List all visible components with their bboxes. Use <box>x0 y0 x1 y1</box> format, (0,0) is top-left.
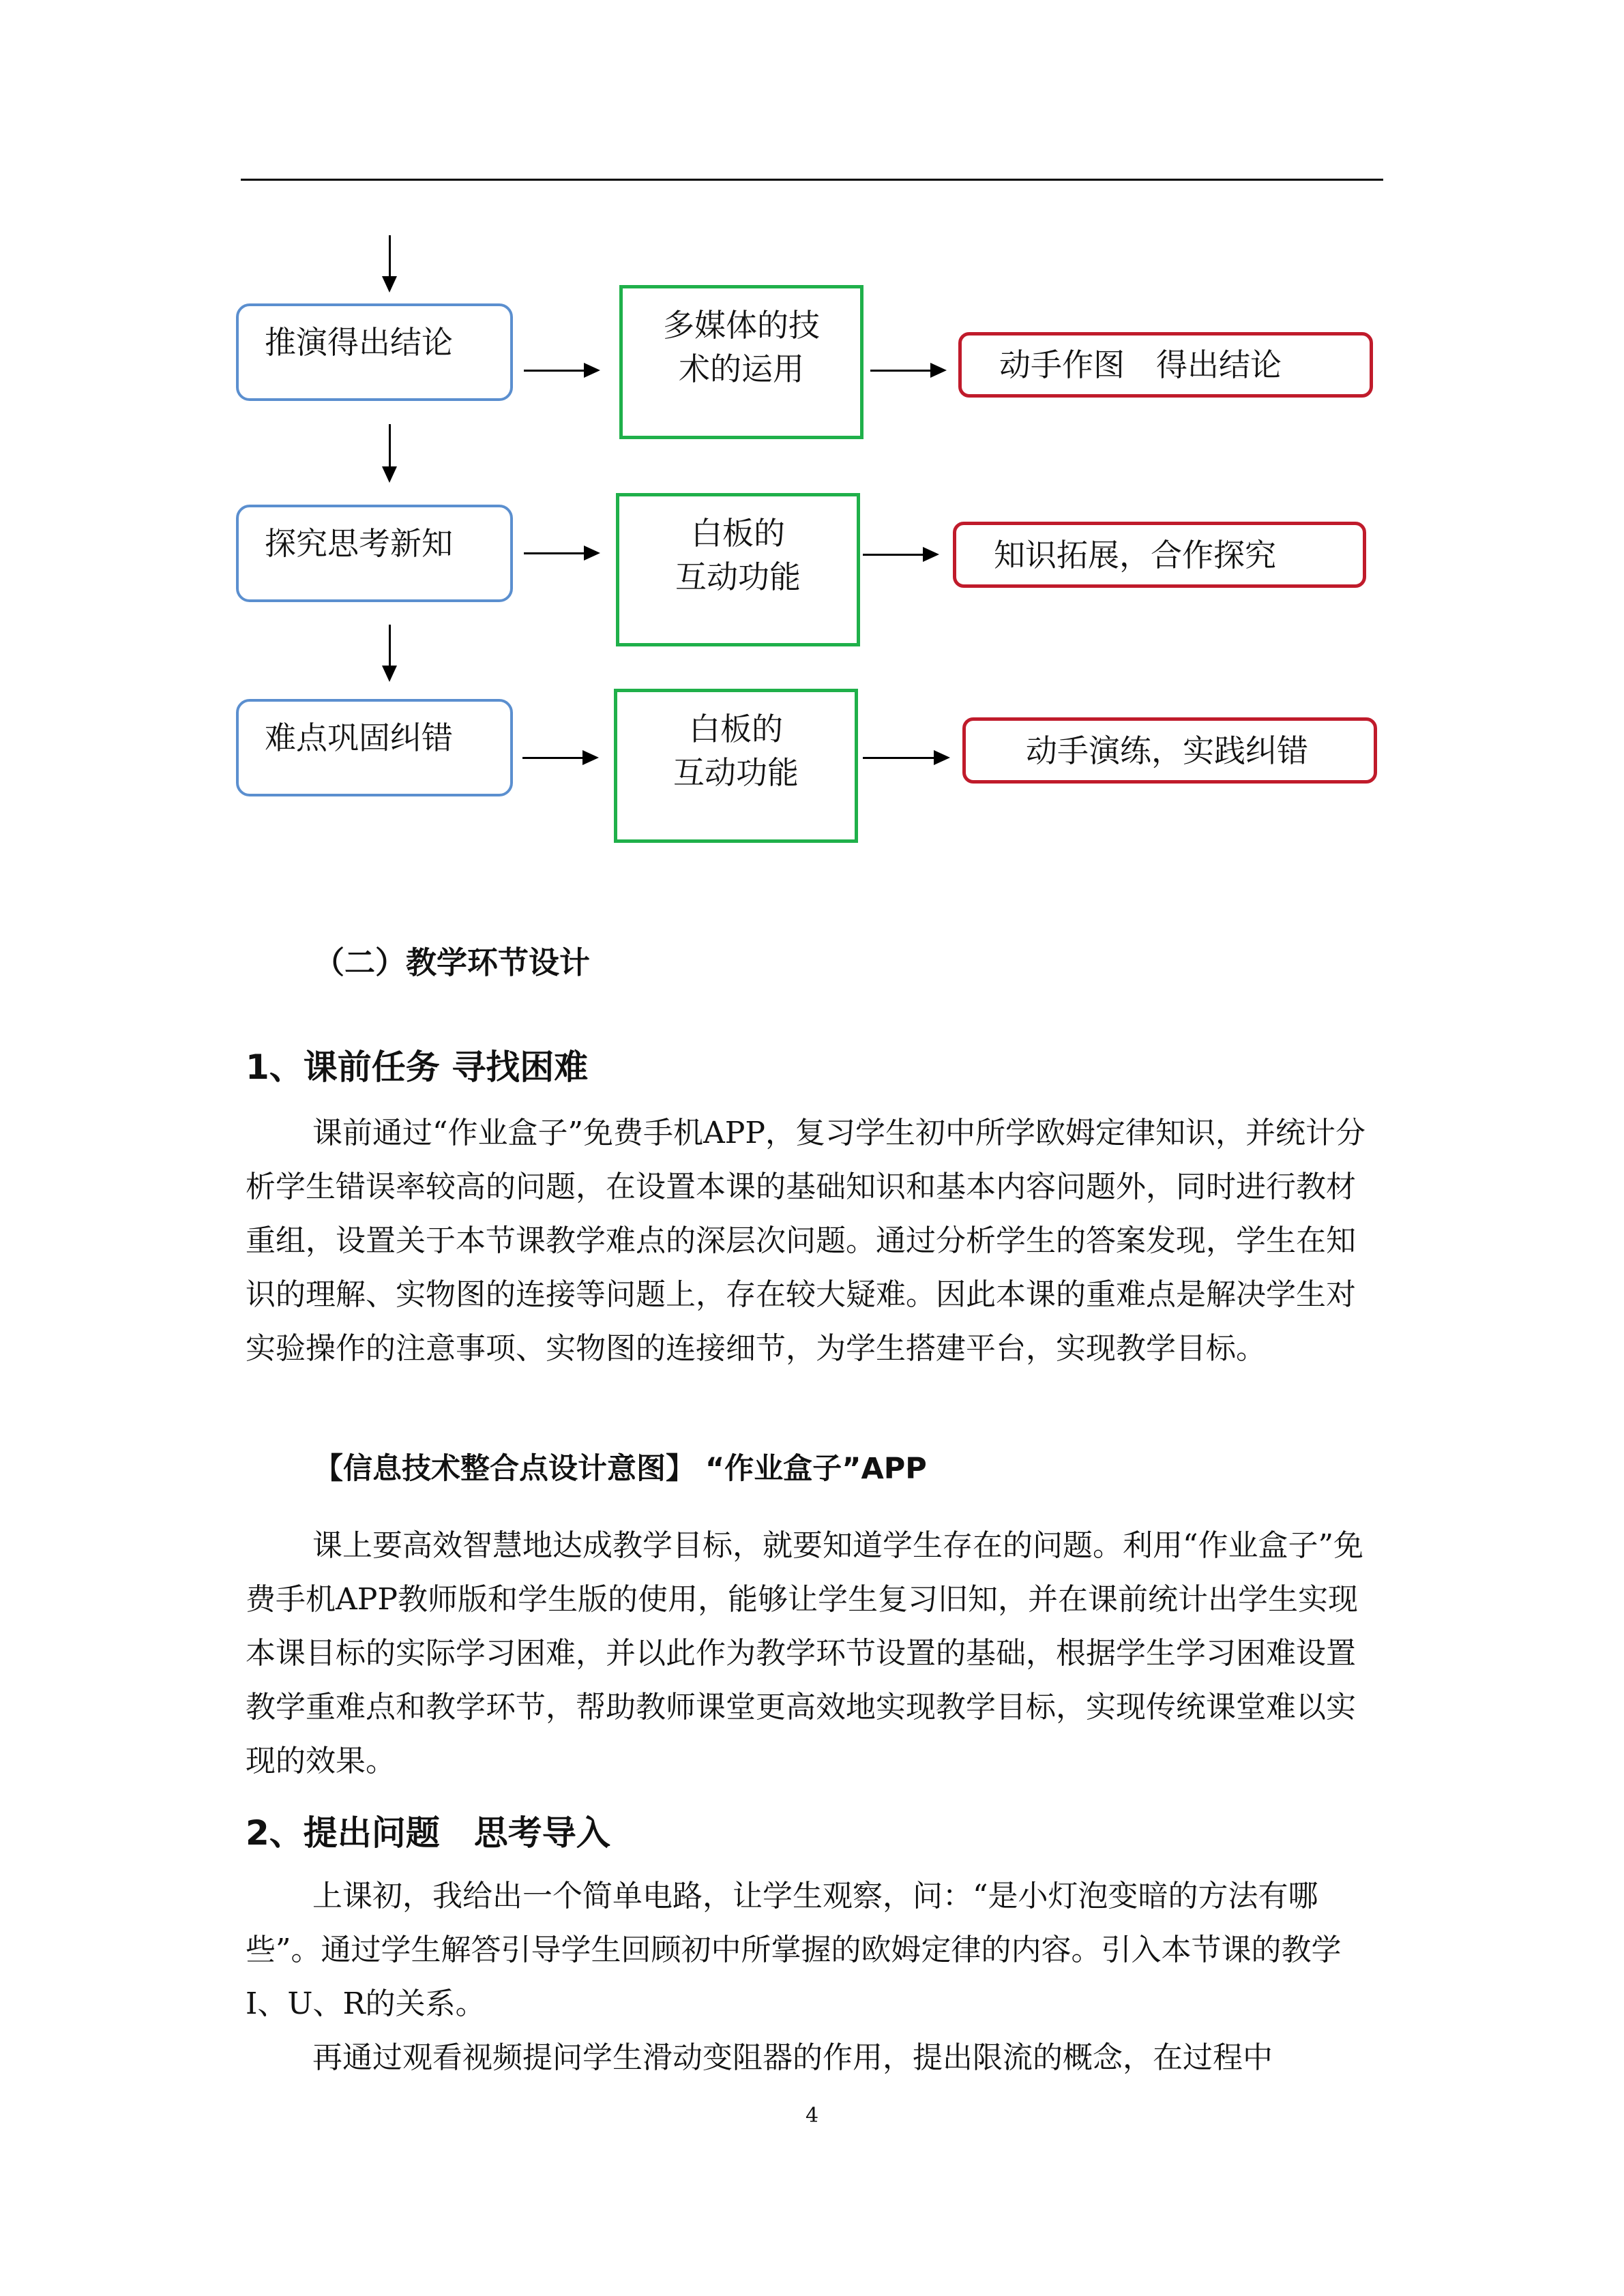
down-arrow <box>389 625 391 679</box>
flow-tool-line-2: 术的运用 <box>679 351 804 387</box>
flow-step-conclusion <box>236 303 513 401</box>
section-title: （二）教学环节设计 <box>314 944 591 981</box>
flow-tool-whiteboard <box>616 493 860 646</box>
section-heading-1: 1、课前任务 寻找困难 <box>246 1047 589 1087</box>
right-arrow <box>863 757 947 759</box>
flow-step-consolidate <box>236 699 513 796</box>
flow-step-label: 难点巩固纠错 <box>265 719 453 756</box>
right-arrow <box>870 370 944 372</box>
page-number: 4 <box>805 2104 819 2128</box>
flow-activity-label: 动手作图 得出结论 <box>999 346 1282 383</box>
section-paragraph-1: 课前通过“作业盒子”免费手机APP，复习学生初中所学欧姆定律知识，并统计分析学生错误率较高的问题，在设置本课的基础知识和基本内容问题外，同时进行教材重组，设置关于本节课教学难点的深层次问题。通过分析学生的答案发现，学生在知识的理解、实物图的连接等问题上，存在较大疑难。因此本课的重难点是解决学生对实验操作的注意事项、实物图的连接细节，为学生搭建平台，实现教学目标。 <box>246 1116 1365 1366</box>
flow-tool-line-1: 白板的 <box>691 514 785 552</box>
section-paragraph-2a: 上课初，我给出一个简单电路，让学生观察，问：“是小灯泡变暗的方法有哪些”。通过学生解答引导学生回顾初中所掌握的欧姆定律的内容。引入本节课的教学I、U、R的关系。 <box>246 1879 1342 2021</box>
down-arrow <box>389 424 391 480</box>
section-paragraph-2b: 再通过观看视频提问学生滑动变阻器的作用，提出限流的概念，在过程中 <box>312 2040 1273 2075</box>
flow-tool-line-1: 多媒体的技 <box>663 307 820 344</box>
flow-tool-line-2: 互动功能 <box>673 754 799 791</box>
flow-step-explore <box>236 505 513 602</box>
flow-tool-line-1: 白板的 <box>689 711 783 747</box>
section-heading-2: 2、提出问题 思考导入 <box>246 1813 610 1853</box>
flow-activity-extend <box>953 522 1366 588</box>
right-arrow <box>863 554 936 556</box>
flow-step-label: 推演得出结论 <box>265 323 453 361</box>
flow-activity-practice <box>962 717 1377 784</box>
down-arrow-top <box>389 235 391 290</box>
header-rule <box>241 179 1383 181</box>
flow-activity-drawing <box>958 332 1373 398</box>
flow-tool-whiteboard <box>614 689 858 843</box>
flow-tool-multimedia <box>619 285 863 439</box>
flow-tool-line-2: 互动功能 <box>675 558 801 595</box>
flow-activity-label: 知识拓展，合作探究 <box>994 536 1276 573</box>
right-arrow <box>524 370 597 372</box>
flow-activity-label: 动手演练，实践纠错 <box>1026 732 1308 769</box>
right-arrow <box>524 552 597 554</box>
right-arrow <box>522 757 596 759</box>
info-design-title: 【信息技术整合点设计意图】 “作业盒子”APP <box>314 1452 927 1486</box>
info-design-paragraph: 课上要高效智慧地达成教学目标，就要知道学生存在的问题。利用“作业盒子”免费手机APP教师版和学生版的使用，能够让学生复习旧知，并在课前统计出学生实现本课目标的实际学习困难，并以此作为教学环节设置的基础，根据学生学习困难设置教学重难点和教学环节，帮助教师课堂更高效地实现教学目标，实现传统课堂难以实现的效果。 <box>246 1528 1363 1778</box>
flow-step-label: 探究思考新知 <box>265 524 453 562</box>
